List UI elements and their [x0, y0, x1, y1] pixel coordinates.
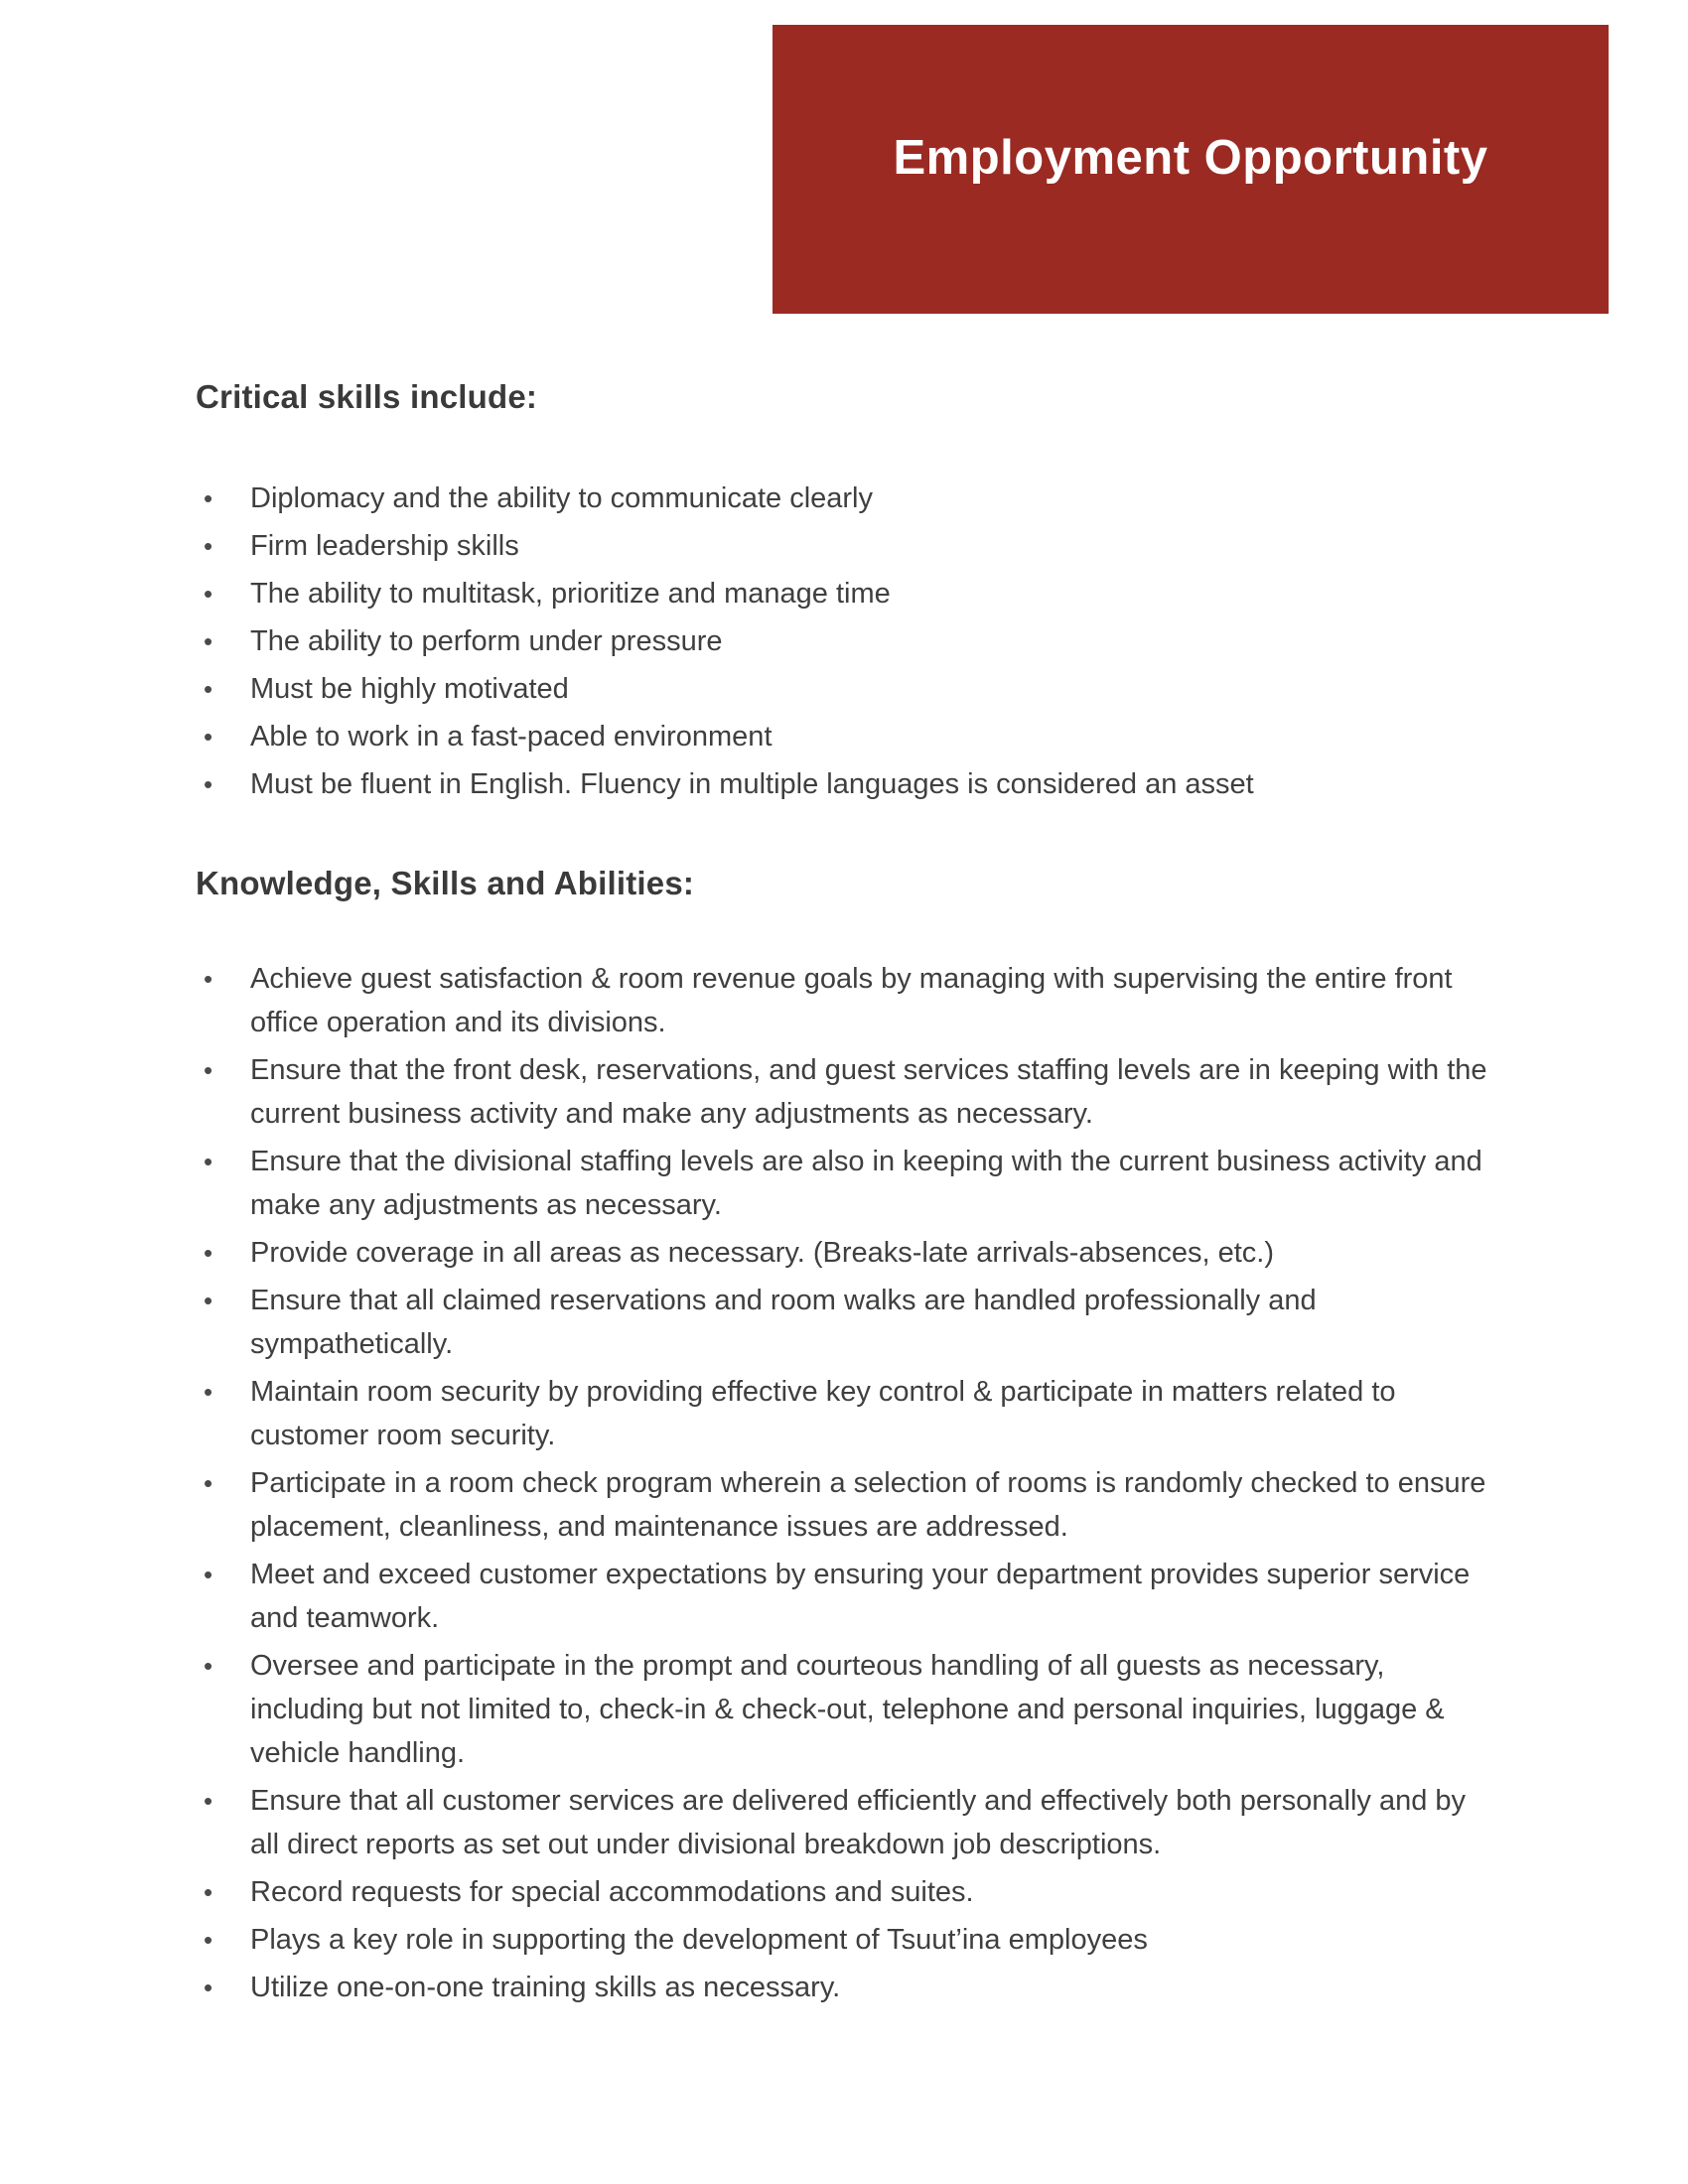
critical-skills-list — [196, 477, 1501, 806]
list-item — [196, 1461, 1501, 1549]
bullet-icon: • — [204, 964, 213, 994]
bullet-icon: • — [204, 1377, 213, 1407]
list-item-text: Ensure that all claimed reservations and room walks are handled professionally and sympathetically. — [250, 1285, 1317, 1360]
list-item-text: Able to work in a fast-paced environment — [250, 721, 773, 752]
list-item-text: Firm leadership skills — [250, 530, 519, 562]
bullet-icon: • — [204, 1877, 213, 1907]
list-item-text: Must be fluent in English. Fluency in multiple languages is considered an asset — [250, 768, 1254, 800]
list-item-text: Ensure that the divisional staffing levels are also in keeping with the current business activity and make any adjustments as necessary. — [250, 1146, 1482, 1221]
section-heading-critical-skills: Critical skills include: — [196, 378, 538, 415]
list-item-text: Plays a key role in supporting the development of Tsuut’ina employees — [250, 1924, 1148, 1956]
list-item — [196, 1966, 1501, 2009]
bullet-icon: • — [204, 1651, 213, 1681]
bullet-icon: • — [204, 769, 213, 799]
list-item-text: Meet and exceed customer expectations by ensuring your department provides superior service and teamwork. — [250, 1559, 1471, 1634]
list-item-text: The ability to multitask, prioritize and manage time — [250, 578, 891, 610]
list-item — [196, 1048, 1501, 1136]
list-item — [196, 572, 1501, 615]
page-title: Employment Opportunity — [893, 130, 1488, 185]
bullet-icon: • — [204, 1147, 213, 1176]
list-item-text: Achieve guest satisfaction & room revenue goals by managing with supervising the entire front office operation and its divisions. — [250, 963, 1453, 1038]
list-item — [196, 762, 1501, 806]
list-item — [196, 1779, 1501, 1866]
list-item-text: Participate in a room check program wherein a selection of rooms is randomly checked to ensure placement, cleanliness, and maintenance issues are addressed. — [250, 1467, 1486, 1543]
bullet-icon: • — [204, 483, 213, 513]
section-heading-knowledge-skills-abilities: Knowledge, Skills and Abilities: — [196, 865, 695, 901]
list-item — [196, 1644, 1501, 1775]
list-item — [196, 1553, 1501, 1640]
bullet-icon: • — [204, 1238, 213, 1268]
list-item-text: Maintain room security by providing effective key control & participate in matters related to customer room security. — [250, 1376, 1396, 1451]
list-item-text: The ability to perform under pressure — [250, 625, 723, 657]
bullet-icon: • — [204, 1468, 213, 1498]
list-item — [196, 524, 1501, 568]
bullet-icon: • — [204, 1973, 213, 2002]
knowledge-skills-list — [196, 957, 1501, 2009]
list-item — [196, 477, 1501, 520]
list-item — [196, 957, 1501, 1044]
list-item-text: Ensure that all customer services are delivered efficiently and effectively both personally and by all direct reports as set out under divisional breakdown job descriptions. — [250, 1785, 1467, 1860]
list-item — [196, 1140, 1501, 1227]
list-item-text: Record requests for special accommodations and suites. — [250, 1876, 974, 1908]
list-item — [196, 667, 1501, 711]
list-item-text: Provide coverage in all areas as necessary. (Breaks-late arrivals-absences, etc.) — [250, 1237, 1275, 1269]
header-banner — [773, 25, 1609, 314]
list-item-text: Ensure that the front desk, reservations, and guest services staffing levels are in keeping with the current business activity and make any adjustments as necessary. — [250, 1054, 1487, 1130]
list-item — [196, 1279, 1501, 1366]
bullet-icon: • — [204, 674, 213, 704]
bullet-icon: • — [204, 1055, 213, 1085]
bullet-icon: • — [204, 722, 213, 751]
list-item-text: Oversee and participate in the prompt and courteous handling of all guests as necessary, including but not limited to, check-in & check-out, telephone and personal inquiries, luggage & vehicle handling. — [250, 1650, 1445, 1769]
bullet-icon: • — [204, 1925, 213, 1955]
list-item-text: Must be highly motivated — [250, 673, 569, 705]
document-body — [196, 375, 1501, 2013]
list-item — [196, 1918, 1501, 1962]
bullet-icon: • — [204, 531, 213, 561]
bullet-icon: • — [204, 1560, 213, 1589]
list-item-text: Diplomacy and the ability to communicate clearly — [250, 482, 873, 514]
bullet-icon: • — [204, 579, 213, 609]
list-item — [196, 715, 1501, 758]
bullet-icon: • — [204, 1786, 213, 1816]
bullet-icon: • — [204, 1286, 213, 1315]
bullet-icon: • — [204, 626, 213, 656]
list-item — [196, 1870, 1501, 1914]
list-item-text: Utilize one-on-one training skills as necessary. — [250, 1972, 841, 2003]
list-item — [196, 619, 1501, 663]
list-item — [196, 1231, 1501, 1275]
list-item — [196, 1370, 1501, 1457]
